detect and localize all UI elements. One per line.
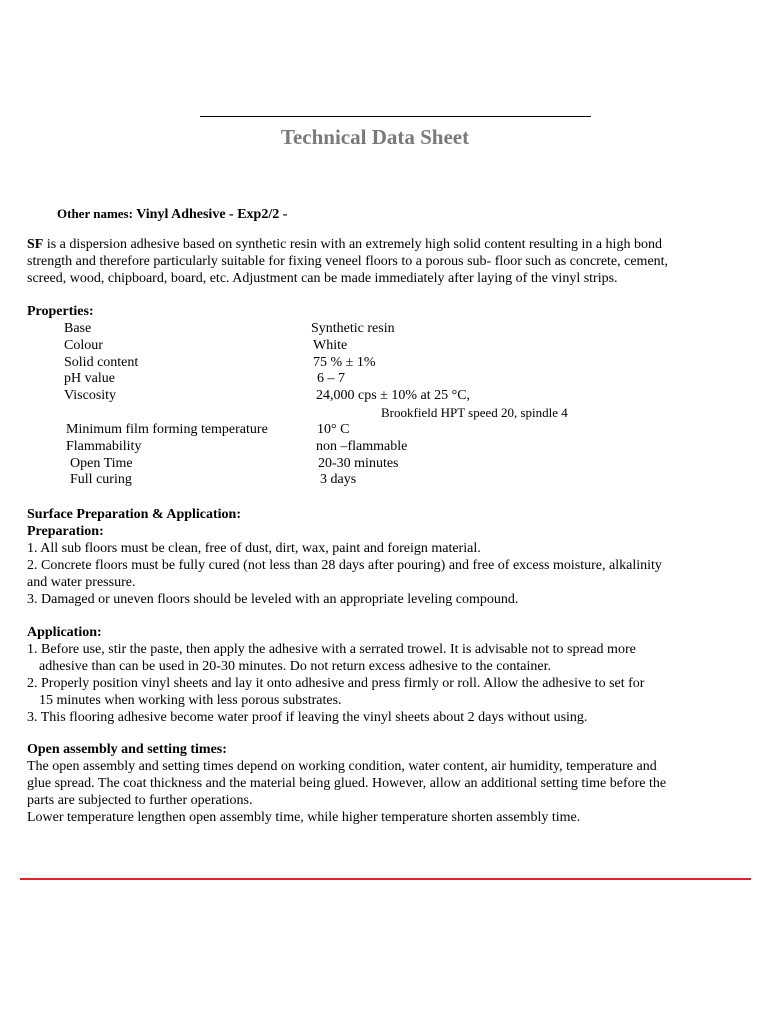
open-assembly-line-1: The open assembly and setting times depend on working condition, water content, air humidity, temperature and bbox=[27, 759, 657, 774]
app-item-2b: 15 minutes when working with less porous substrates. bbox=[39, 693, 342, 708]
prop-open-time-value: 20-30 minutes bbox=[318, 456, 399, 471]
prop-flammability-value: non –flammable bbox=[316, 439, 408, 454]
app-item-3: 3. This flooring adhesive become water proof if leaving the vinyl sheets about 2 days without using. bbox=[27, 710, 588, 725]
prop-ph-value: 6 – 7 bbox=[317, 371, 345, 386]
open-assembly-section bbox=[27, 741, 749, 826]
intro-line-2: strength and therefore particularly suitable for fixing veneel floors to a porous sub- floor such as concrete, cement, bbox=[27, 254, 669, 269]
footer-rule bbox=[20, 878, 751, 880]
intro-line-3: screed, wood, chipboard, board, etc. Adjustment can be made immediately after laying of the vinyl strips. bbox=[27, 271, 618, 286]
preparation-heading: Preparation: bbox=[27, 524, 104, 539]
open-assembly-line-2: glue spread. The coat thickness and the material being glued. However, allow an additional setting time before the bbox=[27, 776, 667, 791]
app-item-2a: 2. Properly position vinyl sheets and lay it onto adhesive and press firmly or roll. Allow the adhesive to set for bbox=[27, 676, 645, 691]
prop-viscosity-label: Viscosity bbox=[64, 388, 117, 403]
prop-base-label: Base bbox=[64, 321, 92, 336]
properties-heading: Properties: bbox=[27, 304, 94, 319]
open-assembly-line-3: parts are subjected to further operations. bbox=[27, 793, 253, 808]
page-title: Technical Data Sheet bbox=[280, 125, 470, 149]
intro-paragraph bbox=[27, 236, 749, 287]
prop-film-value: 10° C bbox=[317, 422, 350, 437]
open-assembly-line-4: Lower temperature lengthen open assembly time, while higher temperature shorten assembly time. bbox=[27, 810, 581, 825]
prop-base-value: Synthetic resin bbox=[311, 321, 395, 336]
application-heading: Application: bbox=[27, 625, 102, 640]
other-names bbox=[57, 206, 287, 223]
prop-ph-label: pH value bbox=[64, 371, 115, 386]
application-section bbox=[27, 624, 749, 726]
app-item-1b: adhesive than can be used in 20-30 minutes. Do not return excess adhesive to the container. bbox=[39, 659, 552, 674]
prop-flammability-label: Flammability bbox=[66, 439, 142, 454]
prop-curing-value: 3 days bbox=[320, 472, 357, 487]
surface-section bbox=[27, 506, 749, 608]
prop-viscosity-note: Brookfield HPT speed 20, spindle 4 bbox=[381, 405, 568, 420]
prop-viscosity-value: 24,000 cps ± 10% at 25 °C, bbox=[316, 388, 471, 403]
prop-solid-label: Solid content bbox=[64, 355, 139, 370]
prop-open-time-label: Open Time bbox=[70, 456, 133, 471]
surface-heading: Surface Preparation & Application: bbox=[27, 507, 242, 522]
open-assembly-heading: Open assembly and setting times: bbox=[27, 742, 227, 757]
prop-colour-value: White bbox=[313, 338, 348, 353]
title-rule bbox=[200, 116, 591, 117]
prep-item-1: 1. All sub floors must be clean, free of dust, dirt, wax, paint and foreign material. bbox=[27, 541, 481, 556]
prop-film-label: Minimum film forming temperature bbox=[66, 422, 268, 437]
other-names-label: Other names: bbox=[57, 206, 133, 221]
product-code: SF bbox=[27, 237, 44, 252]
prep-item-3: 3. Damaged or uneven floors should be leveled with an appropriate leveling compound. bbox=[27, 592, 519, 607]
other-names-value: Vinyl Adhesive - Exp2/2 - bbox=[136, 207, 288, 222]
prop-colour-label: Colour bbox=[64, 338, 103, 353]
prep-item-2a: 2. Concrete floors must be fully cured (not less than 28 days after pouring) and free of excess moisture, alkalinity bbox=[27, 558, 662, 573]
prep-item-2b: and water pressure. bbox=[27, 575, 136, 590]
intro-line-1: is a dispersion adhesive based on synthetic resin with an extremely high solid content resulting in a high bond bbox=[43, 237, 662, 252]
prop-curing-label: Full curing bbox=[70, 472, 132, 487]
app-item-1a: 1. Before use, stir the paste, then apply the adhesive with a serrated trowel. It is advisable not to spread more bbox=[27, 642, 636, 657]
prop-solid-value: 75 % ± 1% bbox=[313, 355, 376, 370]
